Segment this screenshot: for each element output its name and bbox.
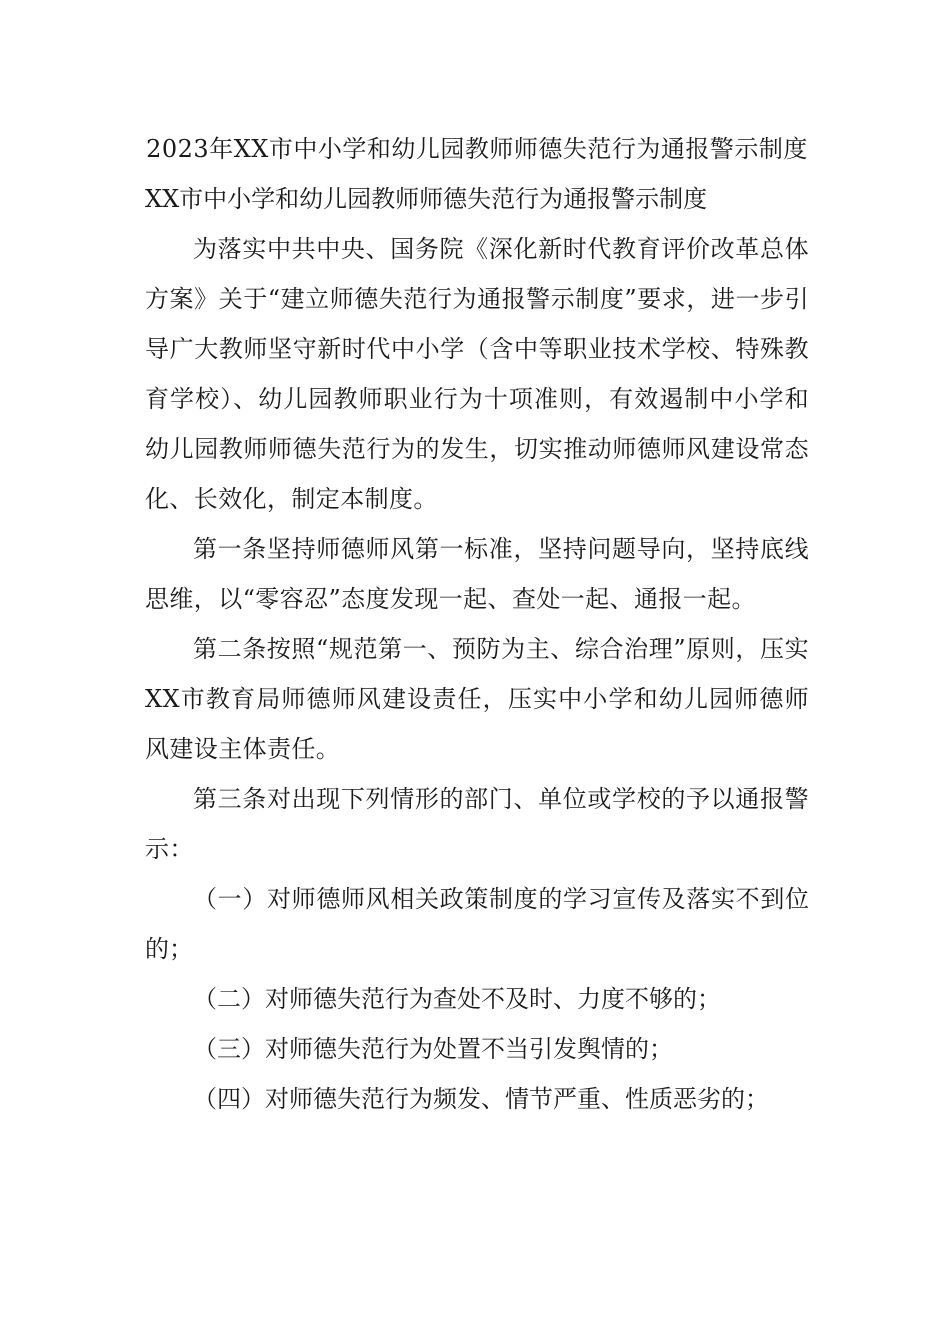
list-item: （二）对师德失范行为查处不及时、力度不够的； <box>193 985 721 1013</box>
list-item: （三）对师德失范行为处置不当引发舆情的； <box>193 1035 673 1063</box>
list-item: （四）对师德失范行为频发、情节严重、性质恶劣的； <box>193 1085 769 1113</box>
paragraph-article-2: 第二条按照“规范第一、预防为主、综合治理”原则，压实XX市教育局师德师风建设责任，压实中小学和幼儿园师德师风建设主体责任。 <box>145 635 809 763</box>
paragraph-article-1: 第一条坚持师德师风第一标准，坚持问题导向，坚持底线思维，以“零容忍”态度发现一起、查处一起、通报一起。 <box>145 535 809 613</box>
paragraph-preamble: 为落实中共中央、国务院《深化新时代教育评价改革总体方案》关于“建立师德失范行为通报警示制度”要求，进一步引导广大教师坚守新时代中小学（含中等职业技术学校、特殊教育学校）、幼儿园教师职业行为十项准则，有效遏制中小学和幼儿园教师师德失范行为的发生，切实推动师德师风建设常态化、长效化，制定本制度。 <box>145 235 809 513</box>
document-subtitle: XX市中小学和幼儿园教师师德失范行为通报警示制度 <box>145 185 708 213</box>
paragraph-article-3: 第三条对出现下列情形的部门、单位或学校的予以通报警示： <box>145 785 809 863</box>
document-title: 2023年XX市中小学和幼儿园教师师德失范行为通报警示制度 <box>146 135 808 163</box>
list-item: （一）对师德师风相关政策制度的学习宣传及落实不到位的； <box>145 885 809 963</box>
document-body <box>145 124 809 1124</box>
